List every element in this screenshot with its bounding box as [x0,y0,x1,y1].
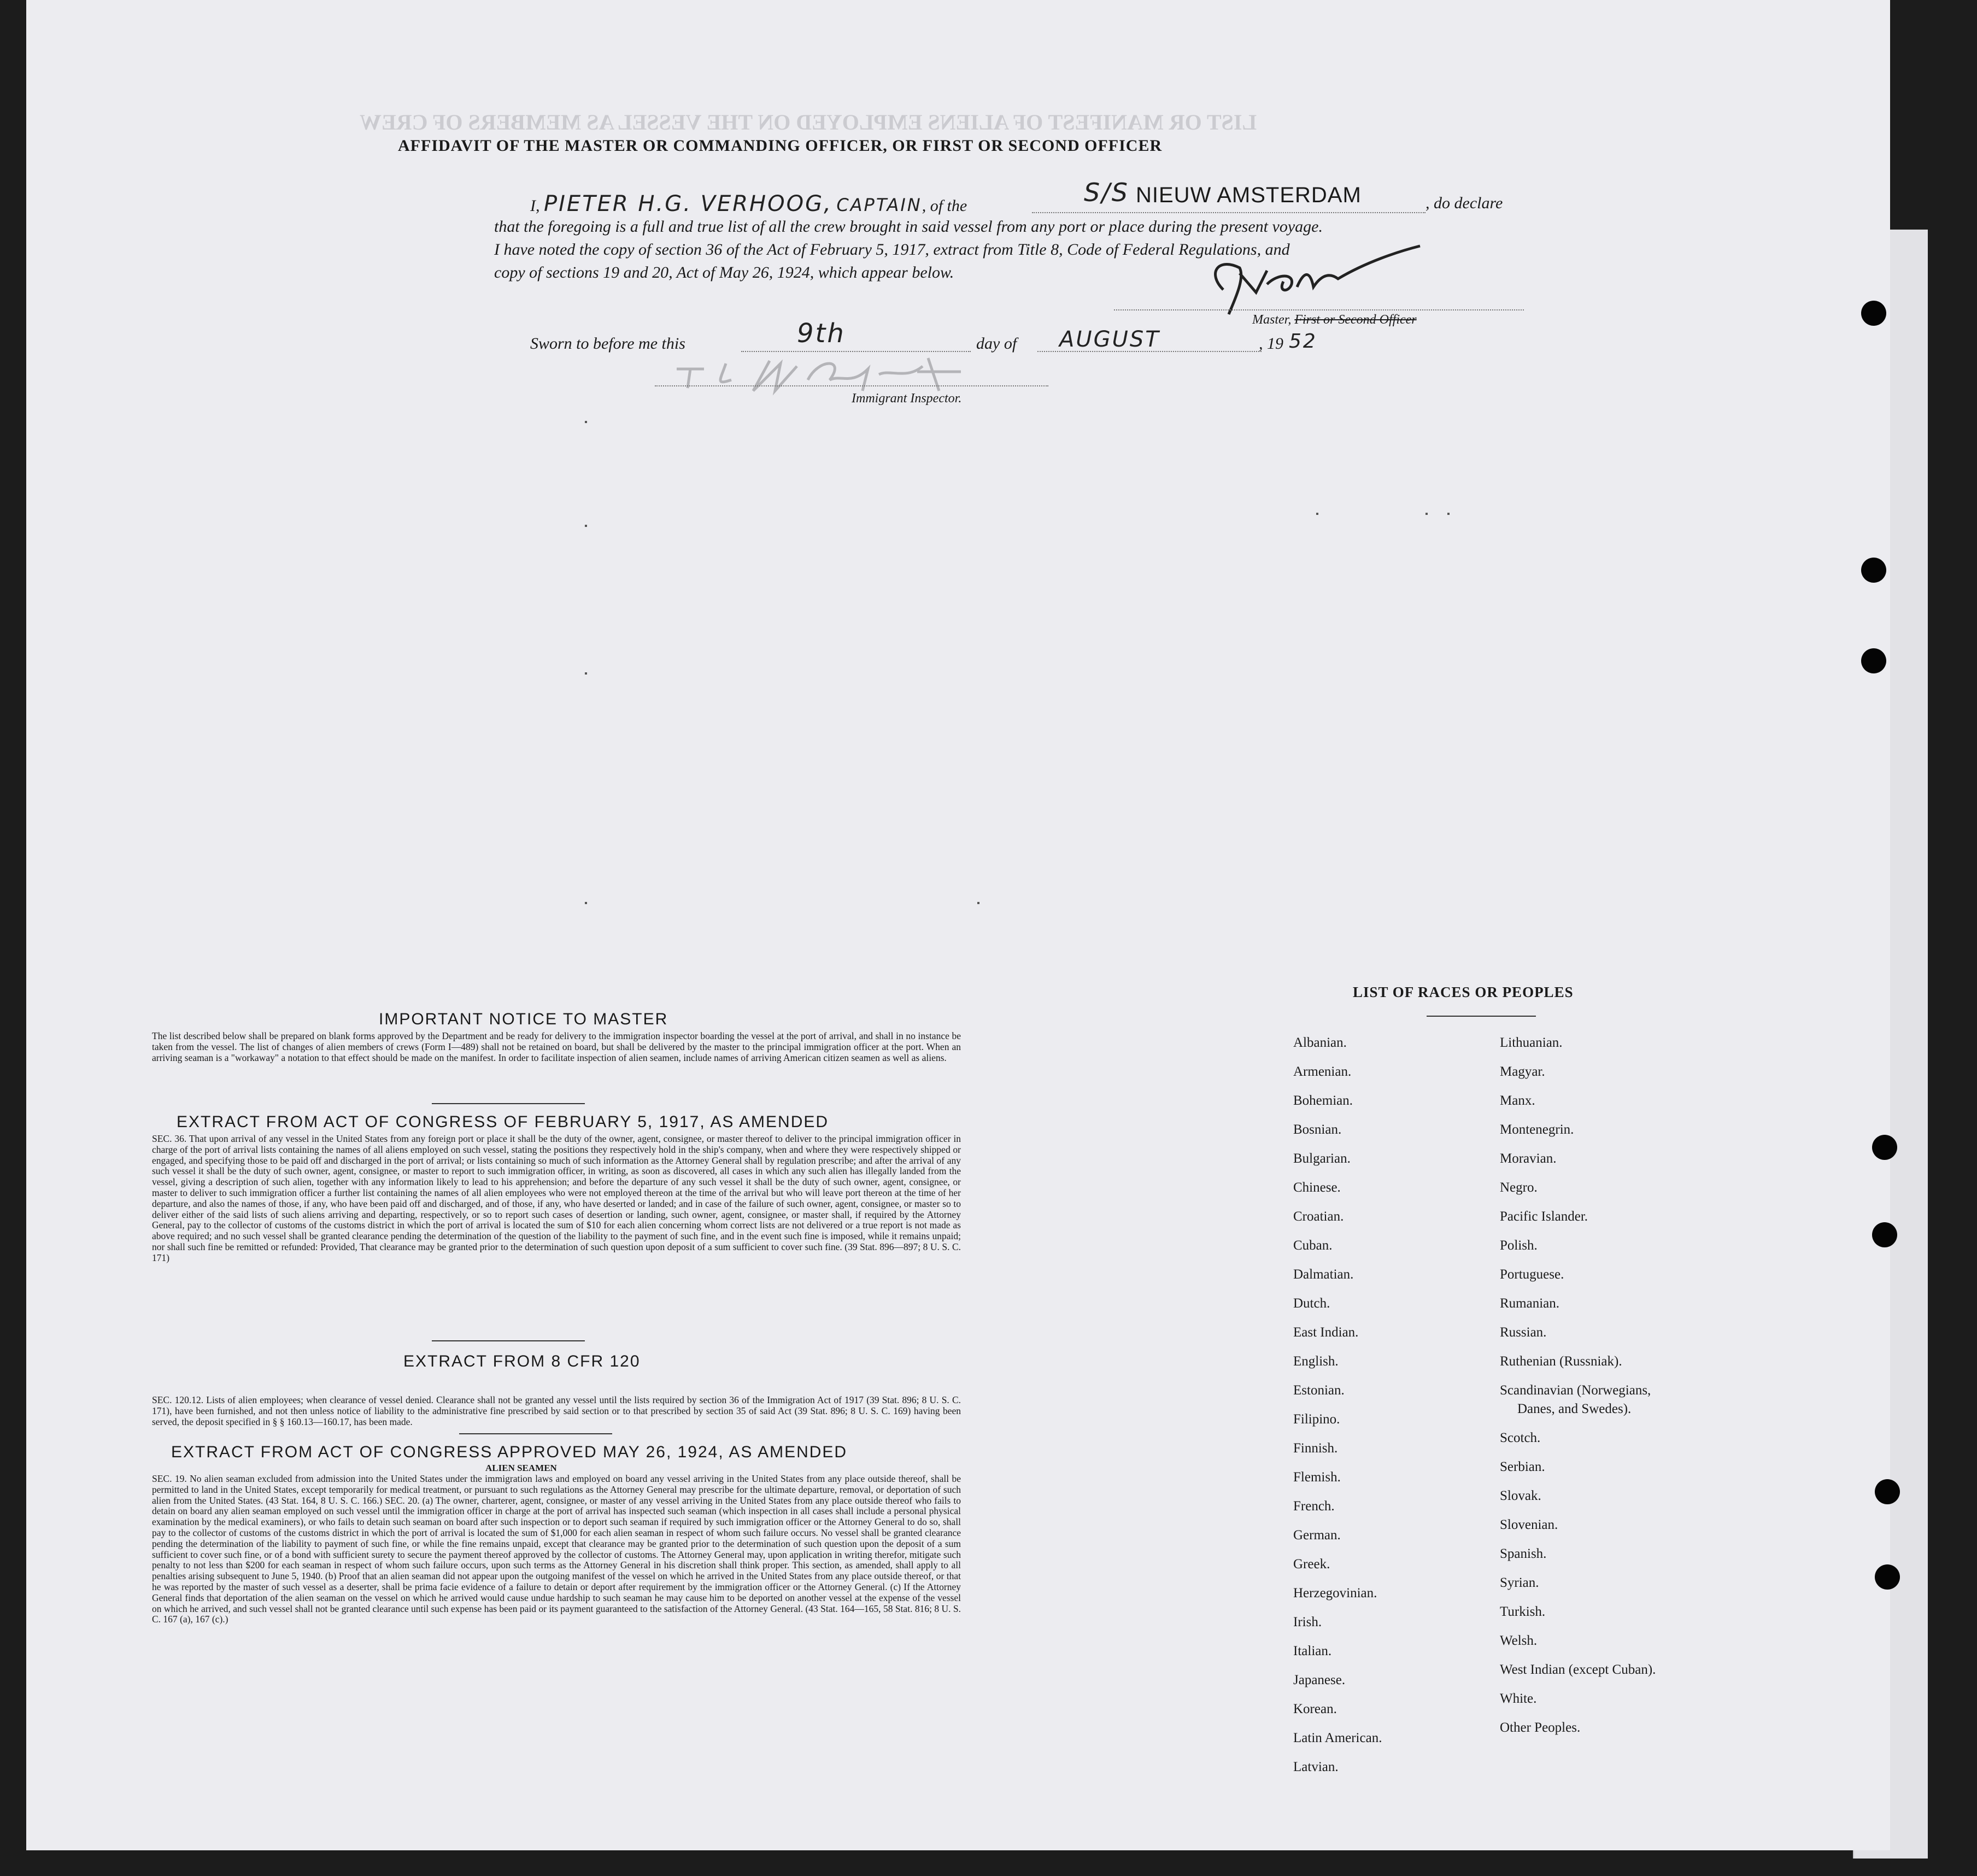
race-item: Italian. [1293,1644,1332,1658]
race-item: Slovak. [1500,1488,1541,1503]
binder-hole [1861,301,1886,326]
race-item: White. [1500,1691,1537,1706]
signer-master: Master, [1252,313,1292,327]
year-prefix: , 19 [1259,335,1283,353]
binder-hole [1875,1479,1900,1504]
race-item: Manx. [1500,1093,1535,1108]
race-item: Estonian. [1293,1383,1345,1398]
race-item: West Indian (except Cuban). [1500,1662,1656,1677]
affidavit-line-4: copy of sections 19 and 20, Act of May 26, 1924, which appear below. [494,263,954,282]
binder-hole [1872,1222,1897,1247]
race-item: Latin American. [1293,1731,1382,1745]
race-item: Dalmatian. [1293,1267,1354,1282]
race-item: Herzegovinian. [1293,1586,1377,1601]
inspector-signature-line [655,385,1048,386]
sworn-day: 9th [797,318,846,349]
vessel-blank [1032,212,1425,213]
extract-1924-heading: EXTRACT FROM ACT OF CONGRESS APPROVED MAY 26, 1924, AS AMENDED [171,1443,848,1461]
race-item: French. [1293,1499,1335,1514]
race-item: Scandinavian (Norwegians, [1500,1383,1651,1398]
sworn-month: AUGUST [1059,327,1160,352]
notice-text: The list described below shall be prepared on blank forms approved by the Department and be ready for delivery to the immigration inspector boarding the vessel at the port of arrival, and shall in no instance be taken from the vessel. The list of changes of alien members of crews (Form I—489) shall not be retained on board, but shall be delivered by the master to the principal immigration officer at the port. When an arriving seaman is a "workaway" a notation to that effect should be made on the manifest. In order to facilitate inspection of alien seamen, include names of arriving American citizen seamen as well as aliens. [152,1030,961,1063]
race-item: Danes, and Swedes). [1517,1402,1632,1416]
race-item: Filipino. [1293,1412,1340,1427]
race-item: Cuban. [1293,1238,1333,1253]
declare-text: , do declare [1425,194,1503,212]
of-the-text: , of the [922,197,967,215]
affidavit-line-2: that the foregoing is a full and true list of all the crew brought in said vessel from any port or place during the present voyage. [494,218,1323,236]
race-item: East Indian. [1293,1325,1359,1340]
race-item: Serbian. [1500,1459,1545,1474]
race-item: Ruthenian (Russniak). [1500,1354,1622,1369]
declarant-prefix: I, [530,197,540,215]
race-item: Albanian. [1293,1035,1347,1050]
race-item: Portuguese. [1500,1267,1564,1282]
race-item: Finnish. [1293,1441,1338,1456]
race-item: Bulgarian. [1293,1151,1351,1166]
declarant-rank: CAPTAIN [836,195,922,215]
extract-1917-text: SEC. 36. That upon arrival of any vessel in the United States from any foreign port or place it shall be the duty of the owner, agent, consignee, or master thereof to deliver to the principal immigration officer in charge of the port of arrival lists containing the names of all aliens employed on such vessel, stating the positions they respectively hold in the ship's company, when and where they were respectively shipped or engaged, and specifying those to be paid off and discharged in the port of arrival; or lists containing so much of such information as the Attorney General shall by regulation prescribe; and after the arrival of any such vessel it shall be the duty of such owner, agent, consignee, or master to report to such immigration officer, in writing, as soon as discovered, all cases in which any such alien has illegally landed from the vessel, giving a description of such alien, together with any information likely to lead to his apprehension; and before the departure of any such vessel it shall be the duty of such owner, agent, consignee, or master to deliver to such immigration officer a further list containing the names of all alien employees who were not employed thereon at the time of the arrival but who will leave port thereon at the time of her departure, and also the names of those, if any, who have been paid off and discharged, and of those, if any, who have deserted or landed; and in case of the failure of such owner, agent, consignee, or master so to deliver either of the said lists of such aliens arriving and departing, respectively, or so to report such cases of desertion or landing, such owner, agent, consignee, or master shall, if required by the Attorney General, pay to the collector of customs of the customs district in which the port of arrival is located the sum of $10 for each alien concerning whom correct lists are not delivered or a true report is not made as above required; and no such vessel shall be granted clearance pending the determination of the question of the liability to the payment of such fine, and in the event such fine is imposed, while it remains unpaid; nor shall such fine be remitted or refunded: Provided, That clearance may be granted prior to the determination of such question upon deposit of a sum sufficient to cover such fine. (39 Stat. 896—897; 8 U. S. C. 171) [152,1133,961,1263]
section-divider [459,1433,612,1434]
binder-hole [1861,648,1886,673]
vessel-name: NIEUW AMSTERDAM [1136,183,1362,207]
race-item: Scotch. [1500,1431,1541,1445]
race-item: Turkish. [1500,1604,1546,1619]
master-signature-line [1114,309,1524,310]
race-item: Japanese. [1293,1673,1346,1687]
race-item: Greek. [1293,1557,1330,1572]
race-item: Negro. [1500,1180,1538,1195]
notice-heading: IMPORTANT NOTICE TO MASTER [379,1010,668,1028]
binder-hole [1875,1564,1900,1590]
faint-mark [977,902,979,904]
faint-mark [1447,513,1450,515]
extract-1917-heading: EXTRACT FROM ACT OF CONGRESS OF FEBRUARY 5, 1917, AS AMENDED [177,1113,829,1131]
section-divider [432,1340,585,1341]
vessel-prefix: S/S [1084,178,1129,207]
race-item: Chinese. [1293,1180,1341,1195]
race-item: Pacific Islander. [1500,1209,1588,1224]
declarant-name: PIETER H.G. VERHOOG, [544,191,832,216]
race-item: Korean. [1293,1702,1337,1716]
race-item: Armenian. [1293,1064,1352,1079]
race-item: Lithuanian. [1500,1035,1563,1050]
faint-mark [585,525,587,527]
extract-cfr-heading: EXTRACT FROM 8 CFR 120 [403,1352,641,1370]
faint-mark [585,421,587,423]
faint-mark [1316,513,1318,515]
declarant-line [530,191,967,216]
binder-hole [1861,558,1886,583]
extract-1924-text: SEC. 19. No alien seaman excluded from admission into the United States under the immigration laws and employed on board any vessel arriving in the United States from any place outside thereof, shall be permitted to land in the United States, except temporarily for medical treatment, or pursuant to such regulations as the Attorney General may prescribe for the ultimate departure, removal, or deportation of such alien from the United States. (43 Stat. 164, 8 U. S. C. 166.) SEC. 20. (a) The owner, charterer, agent, consignee, or master of any vessel arriving in the United States from any place outside thereof who fails to detain on board any alien seaman employed on such vessel until the immigration officer in charge at the port of arrival has inspected such seaman (which inspection in all cases shall include a personal physical examination by the medical examiners), or who fails to detain such seaman on board after such inspection or to deport such seaman if required by such immigration officer or the Attorney General to do so, shall pay to the collector of customs of the customs district in which the port of arrival is located the sum of $1,000 for each alien seaman in respect of whom such failure occurs. No vessel shall be granted clearance pending the determination of the liability to payment of such fine, or while the fine remains unpaid, except that clearance may be granted prior to the determination of such question upon the deposit of a sum sufficient to cover such fine, or of a bond with sufficient surety to secure the payment thereof approved by the collector of customs. The Attorney General may, upon application in writing therefor, mitigate such penalty to not less than $200 for each seaman in respect of whom such failure occurs, upon such terms as the Attorney General in his discretion shall think proper. This section, as amended, shall apply to all penalties arising subsequent to June 5, 1940. (b) Proof that an alien seaman did not appear upon the outgoing manifest of the vessel on which he arrived in the United States from any place outside thereof, or that he was reported by the master of such vessel as a deserter, shall be prima facie evidence of a failure to detain or deport after requirement by the immigration officer or the Attorney General. (c) If the Attorney General finds that deportation of the alien seaman on the vessel on which he arrived would cause undue hardship to such seaman he may cause him to be deported on another vessel at the expense of the vessel on which he arrived, and such vessel shall not be granted clearance until such expense has been paid or its payment guaranteed to the satisfaction of the Attorney General. (43 Stat. 164—165, 58 Stat. 816; 8 U. S. C. 167 (a), 167 (c).) [152,1473,961,1625]
race-item: Magyar. [1500,1064,1545,1079]
race-item: Syrian. [1500,1575,1539,1590]
signer-struck: First or Second Officer [1294,313,1417,327]
race-item: Montenegrin. [1500,1122,1574,1137]
faint-mark [585,902,587,904]
bleed-through-title: LIST OR MANIFEST OF ALIENS EMPLOYED ON THE VESSEL AS MEMBERS OF CREW [360,110,1257,134]
race-item: Russian. [1500,1325,1547,1340]
sworn-text: Sworn to before me this [530,335,685,353]
faint-mark [1425,513,1428,515]
race-item: Bohemian. [1293,1093,1353,1108]
sworn-year-suffix: 52 [1289,330,1317,353]
race-item: Latvian. [1293,1760,1339,1774]
race-item: German. [1293,1528,1341,1543]
race-item: Slovenian. [1500,1517,1558,1532]
section-divider [432,1103,585,1104]
document-page [26,0,1890,1850]
race-item: Bosnian. [1293,1122,1342,1137]
affidavit-line-3: I have noted the copy of section 36 of the Act of February 5, 1917, extract from Title 8, Code of Federal Regulations, and [494,241,1290,259]
races-divider [1427,1016,1536,1017]
race-item: Spanish. [1500,1546,1547,1561]
race-item: Polish. [1500,1238,1538,1253]
binder-hole [1872,1135,1897,1160]
faint-mark [585,672,587,675]
race-item: Welsh. [1500,1633,1538,1648]
extract-1924-subheading: ALIEN SEAMEN [485,1463,557,1473]
inspector-signature [666,347,1005,396]
race-item: Moravian. [1500,1151,1557,1166]
race-item: Flemish. [1293,1470,1341,1485]
race-item: Other Peoples. [1500,1720,1581,1735]
extract-cfr-text: SEC. 120.12. Lists of alien employees; when clearance of vessel denied. Clearance shall not be granted any vessel until the lists required by section 36 of the Immigration Act of 1917 (39 Stat. 896; 8 U. S. C. 171), have been furnished, and not then unless notice of liability to the administrative fine prescribed by said section or to that prescribed by section 35 of said Act (39 Stat. 896; 8 U. S. C. 169) having been served, the deposit specified in § § 160.13—160.17, has been made. [152,1394,961,1427]
race-item: Irish. [1293,1615,1322,1629]
signer-title [1252,313,1417,327]
race-item: Croatian. [1293,1209,1344,1224]
affidavit-title: AFFIDAVIT OF THE MASTER OR COMMANDING OFFICER, OR FIRST OR SECOND OFFICER [398,137,1163,155]
inspector-label: Immigrant Inspector. [852,391,962,406]
race-item: Dutch. [1293,1296,1330,1311]
races-title: LIST OF RACES OR PEOPLES [1353,984,1574,1000]
day-of-text: day of [976,335,1017,353]
race-item: Rumanian. [1500,1296,1560,1311]
race-item: English. [1293,1354,1339,1369]
